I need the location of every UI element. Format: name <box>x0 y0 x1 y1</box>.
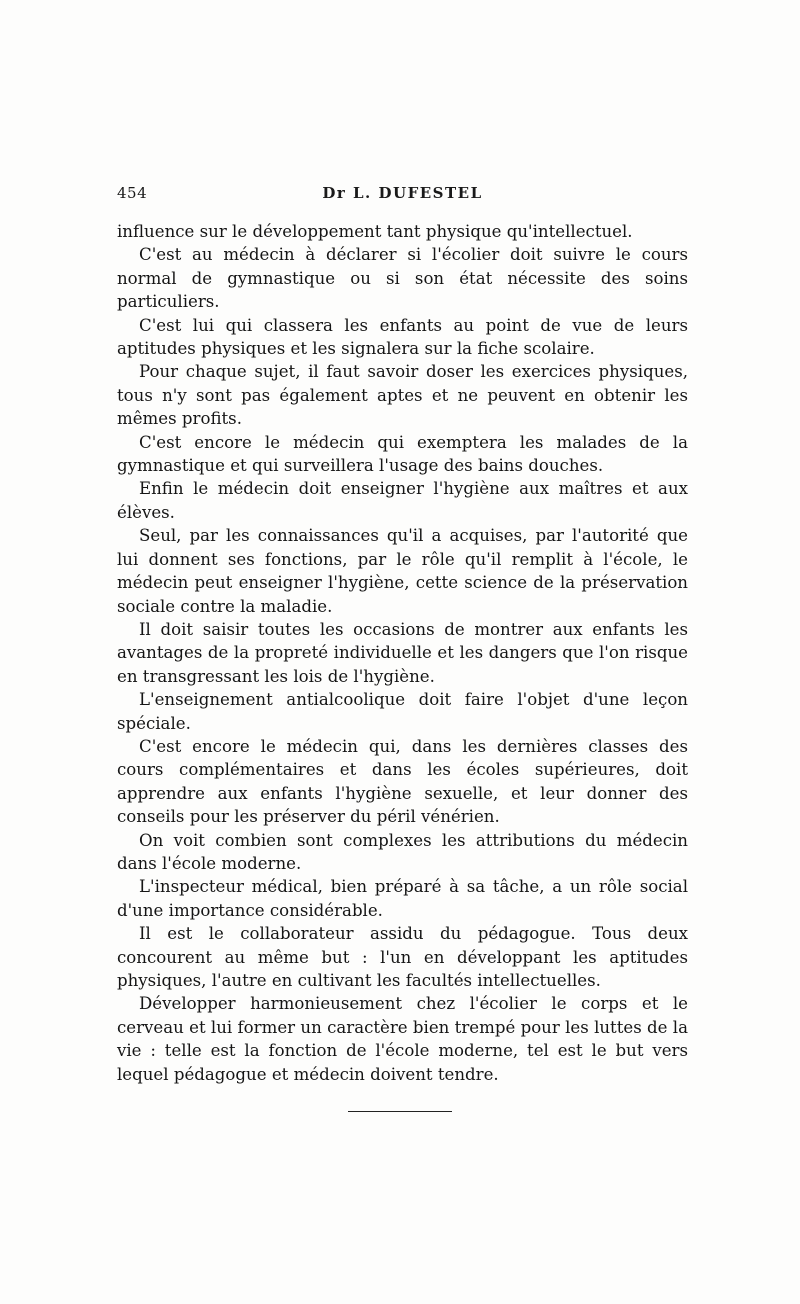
paragraph: Enfin le médecin doit enseigner l'hygiène aux maîtres et aux élèves. <box>117 479 688 522</box>
paragraph: L'enseignement antialcoolique doit faire l'objet d'une leçon spéciale. <box>117 690 688 733</box>
end-of-chapter-rule <box>348 1111 452 1112</box>
running-head: Dr L. DUFESTEL <box>322 184 483 202</box>
paragraph: Développer harmonieusement chez l'écolier le corps et le cerveau et lui former un caractère bien trempé pour les luttes de la vie : telle est la fonction de l'école moderne, tel est le but vers lequel pédagogue et médecin doivent tendre. <box>117 994 688 1084</box>
paragraph: Pour chaque sujet, il faut savoir doser les exercices physiques, tous n'y sont pas également aptes et ne peuvent en obtenir les mêmes profits. <box>117 362 688 429</box>
paragraph: Il est le collaborateur assidu du pédagogue. Tous deux concourent au même but : l'un en développant les aptitudes physiques, l'autre en cultivant les facultés intellectuelles. <box>117 924 688 990</box>
body-text <box>117 220 688 1086</box>
paragraph: C'est au médecin à déclarer si l'écolier doit suivre le cours normal de gymnastique ou si son état nécessite des soins particuliers. <box>117 245 688 312</box>
paragraph: Seul, par les connaissances qu'il a acquises, par l'autorité que lui donnent ses fonctions, par le rôle qu'il remplit à l'école, le médecin peut enseigner l'hygiène, cette science de la préservation sociale contre la maladie. <box>117 526 688 616</box>
paragraph: C'est lui qui classera les enfants au point de vue de leurs aptitudes physiques et les signalera sur la fiche scolaire. <box>117 315 688 359</box>
paragraph: L'inspecteur médical, bien préparé à sa tâche, a un rôle social d'une importance considérable. <box>117 877 688 920</box>
page-header <box>117 184 688 206</box>
paragraph: C'est encore le médecin qui, dans les dernières classes des cours complémentaires et dans les écoles supérieures, doit apprendre aux enfants l'hygiène sexuelle, et leur donner des conseils pour les préserver du péril vénérien. <box>117 736 688 827</box>
paragraph-continued: influence sur le développement tant physique qu'intellectuel. <box>117 222 633 241</box>
paragraph: C'est encore le médecin qui exemptera les malades de la gymnastique et qui surveillera l'usage des bains douches. <box>117 432 688 476</box>
page-number: 454 <box>117 184 148 202</box>
paragraph: Il doit saisir toutes les occasions de montrer aux enfants les avantages de la propreté individuelle et les dangers que l'on risque en transgressant les lois de l'hygiène. <box>117 619 688 686</box>
paragraph: On voit combien sont complexes les attributions du médecin dans l'école moderne. <box>117 830 688 873</box>
